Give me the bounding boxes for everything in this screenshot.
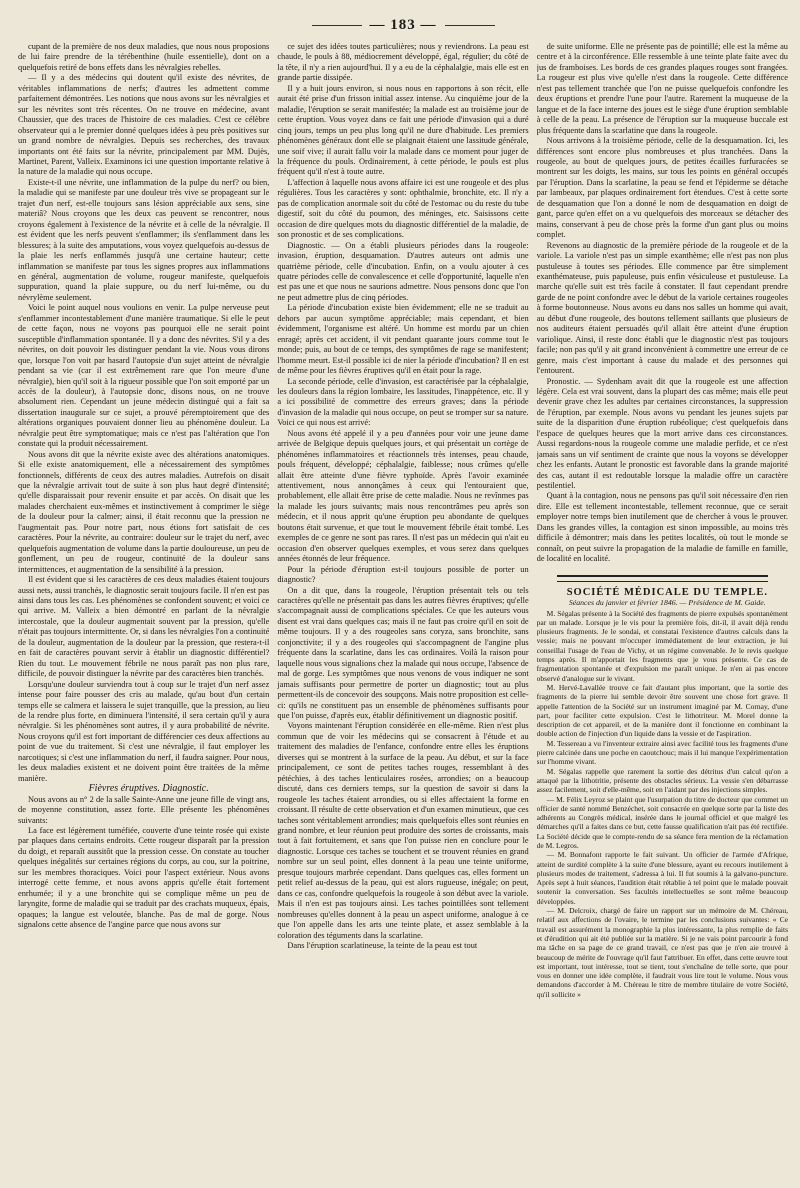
paragraph: — M. Delcroix, chargé de faire un rapport sur un mémoire de M. Chéreau, relatif aux affections de l'ovaire, le termine par les conclusions suivantes: « Ce travail est assurément la monographie la plus intéressante, la plus remplie de faits et d'érudition qui ait été publiée sur la matière. Si je ne vais point parcourir à fond ma tâche en sa page de ce grand travail, ce n'est pas que je n'en aie trouvé à beaucoup de mérite de l'ouvrage qu'il faut l'attribuer. En effet, dans cette œuvre tout est important, tout intéresse, tout se tient, tout s'enchaîne de telle sorte, que pour vous en donner une idée complète, il faudrait vous lire tout le volume. Nous vous demandons d'accorder à M. Chéreau le titre de membre titulaire de votre Société, qu'il sollicite »: [536, 906, 788, 999]
paragraph: Il est évident que si les caractères de ces deux maladies étaient toujours aussi nets, aussi tranchés, le diagnostic serait toujours facile. Il n'en est pas ainsi dans tous les cas. Les phénomènes se confondent souvent; et voici ce qui arrive. M. Valleix a bien démontré en parlant de la névralgie intercostale, que la douleur augmentait souvent par la pression, qu'elle n'était pas toujours intermittente. Or, si dans les névralgies l'on a continuité de la douleur, augmentation de la douleur par la pression, que restera-t-il en fait de caractères pouvant servir à établir un diagnostic différentiel? Rien du tout. Le mouvement fébrile ne nous paraît pas non plus rare, difficile, de pouvoir distinguer la névrite par des caractères bien tranchés.: [18, 575, 270, 679]
paragraph: M. Tessereau a vu l'inventeur extraire ainsi avec facilité tous les fragments d'une pierre calcinée dans une poche en caoutchouc; mais il lui manque l'expérimentation sur l'homme vivant.: [536, 738, 788, 767]
paragraph: Il y a huit jours environ, si nous nous en rapportons à son récit, elle aurait été prise d'un frisson initial assez intense. Au cinquième jour de la maladie, l'éruption se serait manifestée; la malade est au troisième jour de cette éruption. Vous voyez dans ce fait une période d'invasion qui a duré cinq jours, temps un peu plus long qu'il ne dure d'habitude. Les premiers phénomènes généraux dont elle se plaignait étaient une lassitude générale, une soif vive; il aurait fallu voir la malade dans ce moment pour juger de la fréquence du pouls. Ordinairement, à cette période, le pouls est plus fréquent qu'il n'est à toute autre.: [277, 83, 529, 177]
paragraph: Nous avons été appelé il y a peu d'années pour voir une jeune dame arrivée de Belgique depuis quelques jours, et qui présentait un cortège de phénomènes inflammatoires et réactionnels très intenses, peau chaude, pouls fréquent, développé; céphalalgie, faiblesse; nous crûmes qu'elle allait être atteinte d'une fièvre typhoïde. Après l'avoir examinée attentivement, nous annonçâmes à ceux qui l'entouraient que, probablement, elle allait être prise de cette maladie. Nous ne revînmes pas la malade les jours suivants; mais nous rencontrâmes peu après son médecin, et il nous apprit qu'une éruption peu abondante de quelques boutons était survenue, et que tout le mouvement fébrile était tombé. Les exemples de ce genre ne sont pas rares. Il n'est pas un médecin qui n'ait eu occasion d'en observer quelques exemples, et vous serez dans quelques années étonnés de leur fréquence.: [277, 428, 529, 564]
paragraph: — Il y a des médecins qui doutent qu'il existe des névrites, de véritables inflammations de nerfs; d'autres les admettent comme parfaitement démontrées. Les notions que nous avons sur les névralgies et sur les névrites sont très récentes. On ne trouve en médecine, avant Chaussier, que des traces de l'histoire de ces maladies. C'est ce célèbre observateur qui a le premier donné quelques idées à peu près positives sur un grand nombre de névralgies. Depuis ses recherches, des travaux importants ont été faits sur la névrite, principalement par MM. Dujès, Martinet, Parent, Valleix. Examinons ici une question importante relative à la nature de la maladie qui nous occupe.: [18, 73, 270, 177]
paragraph: — M. Félix Leyroz se plaint que l'usurpation du titre de docteur que commet un officier de santé nommé Benzéchet, soit consacrée en quelque sorte par la liste des adhérents au Congrès médical, insérée dans le journal officiel et que malgré les démarches qu'il a faites dans ce but, cette fausse qualification n'ait pas été rectifiée. La Société décide que le compte-rendu de sa séance fera mention de la réclamation de M. Legros.: [536, 794, 788, 850]
paragraph: M. Ségalas rappelle que rarement la sortie des détritus d'un calcul qu'on a attaqué par la lithotritie, présente des obstacles sérieux. La vessie s'en débarrasse assez facilement, soit d'elle-même, soit en l'aidant par des injections simples.: [536, 766, 788, 795]
section-divider: [557, 575, 768, 582]
paragraph: Pour la période d'éruption est-il toujours possible de porter un diagnostic?: [277, 564, 529, 585]
paragraph: Existe-t-il une névrite, une inflammation de la pulpe du nerf? ou bien, la maladie qui se manifeste par une douleur très vive se propageant sur le trajet d'un nerf, est-elle toujours sans lésion appréciable aux sens, sine materiâ? Nous croyons que les deux cas peuvent se rencontrer, nous croyons également à l'existence de la névrite et à celle de la névralgie. Il est évident que les nerfs peuvent s'enflammer; ils s'enflamment dans les blessures; à la suite des amputations, vous voyez quelquefois au-dessus de la plaie les nerfs enflammés jusqu'à une certaine hauteur; cette inflammation se manifeste par tous les signes propres aux inflammations en général, augmentation de volume, rougeur manifeste, quelquefois suppuration, quand la plaie suppure, ou du nerf lui-même, ou du névrylème seulement.: [18, 177, 270, 302]
header-rule-right: [445, 25, 495, 26]
paragraph: Voyons maintenant l'éruption considérée en elle-même. Rien n'est plus commun que de voir les médecins qui se consacrent à l'étude et au traitement des maladies de l'enfance, confondre entre elles les éruptions diverses qui se montrent à la surface de la peau. Au début, et sur la face principalement, ce sont de petites taches rouges, ressemblant à des pétéchies, à des taches lenticulaires rosées, arrondies; on a beaucoup discuté, dans ces derniers temps, sur la question de savoir si dans la rougeole les taches étaient arrondies, ou si elles affectaient la forme en croissant. Il résulte de cette observation et d'un examen minutieux, que ces taches sont véritablement arrondies; mais quelquefois elles sont réunies en grand nombre, et leur réunion peut produire des sortes de croissants, mais tout à fait fortuitement, et sans que l'on puisse rien en conclure pour le diagnostic. Lorsque ces taches se touchent et se trouvent réunies en grand nombre sur un seul point, elles donnent à la peau une teinte uniforme, presque toujours marbrée cependant. Dans quelques cas, elles forment un petit relief au-dessus de la peau, qui est alors rugueuse, inégale; on peut, dans ce cas, confondre quelquefois la rougeole à son début avec la variole. Mais il n'en est pas toujours ainsi. Les taches pointillées sont tellement nombreuses qu'elles donnent à la peau un aspect uniforme, analogue à ce que l'on appelle dans les arts une teinte plate, et assez semblable à la coloration des téguments dans la scarlatine.: [277, 721, 529, 940]
column-middle: [277, 42, 528, 1180]
society-session-info: Séances du janvier et février 1846. — Présidence de M. Gaide.: [568, 598, 766, 608]
section-heading: Fièvres éruptives. Diagnostic.: [88, 783, 209, 795]
paragraph: On a dit que, dans la rougeole, l'éruption présentait tels ou tels caractères qu'elle ne présentait pas dans les autres fièvres éruptives; qu'elle s'accompagnait aussi de complications spéciales. Ce que les auteurs vous disent est vrai dans quelques cas; mais il ne faut pas croire qu'il en soit de même toujours. Il y a des rougeoles sans coryza, sans bronchite, sans conjonctivite; il y a des rougeoles qui s'accompagnent de l'angine plus fréquente dans la scarlatine, dans les cas ordinaires. Voilà la raison pour laquelle nous vous signalions chez la malade qui nous occupe, l'absence de mal de gorge. Les symptômes que nous venons de vous indiquer ne sont jamais suffisants pour permettre de porter un diagnostic; tout au plus permettent-ils de concevoir des soupçons. Mais notre proposition est celle-ci: qu'ils ne constituent pas un ensemble de phénomènes suffisants pour que l'on puisse, d'après eux, établir définitivement un diagnostic positif.: [277, 585, 529, 720]
page-number: — 183 —: [369, 16, 437, 33]
page-header: [18, 14, 788, 36]
paragraph: Diagnostic. — On a établi plusieurs périodes dans la rougeole: invasion, éruption, desquamation. D'autres auteurs ont admis une quatrième période, celle d'incubation. Enfin, on a voulu ajouter à ces quatre périodes celle de convalescence et celle d'opportunité, laquelle n'en est pas une et que nous ne saurions admettre. Nous pensons donc que l'on ne peut admettre plus de cinq périodes.: [277, 240, 529, 302]
text-columns: [18, 42, 788, 1180]
paragraph: Nous arrivons à la troisième période, celle de la desquamation. Ici, les différences sont encore plus nombreuses et plus tranchées. Dans la rougeole, au bout de quelques jours, de petites écailles furfuracées se montrent sur les doigts, les mains, sur tous les points en général occupés par l'éruption. Dans la scarlatine, la peau se fend et l'épiderme se détache par lambeaux, par plaques ordinairement fort étendues. C'est à cette sorte de desquamation que l'on a donné le nom de desquamation en doigt de gant, parce qu'en effet on a vu quelquefois des morceaux se détacher des mains, conservant à peu de chose près la forme d'un gant plus ou moins complet.: [536, 136, 788, 240]
paragraph: La face est légèrement tuméfiée, couverte d'une teinte rosée qui existe par plaques dans certains endroits. Cette rougeur disparaît par la pression du doigt, et reparaît aussitôt que la pression cesse. On constate au toucher quelques inégalités sur certaines régions du corps, au cou, sur la poitrine, sur les membres thoraciques. Voici pour l'aspect extérieur. Nous avons interrogé cette femme, et nous avons appris qu'elle était fortement enrhumée; il y a une bronchite qui se complique même un peu de laryngite, forme de maladie qui se traduit par des crachats muqueux, épais, opaques; la langue est veloutée, blanche. Pas de mal de gorge. Nous signalons cette absence de l'angine parce que nous avons sur: [18, 825, 270, 930]
paragraph: Nous avons au n° 2 de la salle Sainte-Anne une jeune fille de vingt ans, de moyenne constitution, assez forte. Elle présente les phénomènes suivants:: [18, 794, 270, 825]
paragraph: Quant à la contagion, nous ne pensons pas qu'il soit nécessaire d'en rien dire. Elle est tellement incontestable, tellement reconnue, que ce serait employer notre temps bien inutilement que de chercher à vous le prouver. Dans les grandes villes, la contagion est sinon impossible, au moins très difficile à démontrer; mais dans les petites localités, où tout le monde se connaît, on peut suivre la propagation de la maladie de famille en famille, de localité en localité.: [536, 491, 788, 564]
paragraph: Voici le point auquel nous voulions en venir. La pulpe nerveuse peut s'enflammer incontestablement d'une manière traumatique. Si elle le peut de cette façon, nous ne voyons pas pourquoi elle ne serait point susceptible d'inflammation spontanée. Il y a donc des névrites. S'il y a des névrites, on doit pouvoir les distinguer pendant la vie. Nous vous dirons que, lorsque l'on voit par hasard l'autopsie d'un sujet atteint de névralgie pendant sa vie (car il est extrêmement rare que l'on meure d'une névralgie), bien qu'il soit à la rigueur possible que l'on soit emporté par un accès de la douleur), à l'autopsie donc, disons nous, on ne trouve absolument rien. Cependant un jeune médecin distingué qui a fait sa dissertation inaugurale sur ce sujet, a prouvé péremptoirement que des altérations organiques pouvaient donner lieu au phénomène douleur. La névralgie peut être symptomatique; mais ce n'est pas l'altération que l'on constate qui la produit nécessairement.: [18, 303, 270, 449]
paragraph: Revenons au diagnostic de la première période de la rougeole et de la variole. La variole n'est pas un simple exanthème; elle n'est pas non plus pustuleuse à toutes ses périodes. Elle commence par être simplement exanthémateuse, puis papuleuse, puis enfin vésiculeuse et pustuleuse. La marche qu'elle suit est très facile à constater. Il faut cependant prendre garde de ne point confondre avec le début de la variole certaines rougeoles à forme boutonneuse. Nous avons eu dans nos salles un homme qui avait, au début d'une rougeole, des boutons tellement saillants que plusieurs de nos auditeurs étaient persuadés qu'il allait être atteint d'une éruption variolique. Ainsi, il reste donc établi que le diagnostic n'est pas toujours facile; non pas qu'il y ait grand inconvénient à commettre une erreur de ce genre, mais c'est important à cause du malade et des personnes qui l'entourent.: [536, 240, 788, 376]
paragraph: ce sujet des idées toutes particulières; nous y reviendrons. La peau est chaude, le pouls à 88, médiocrement développé, égal, régulier; du côté de la tête, il n'y a rien aujourd'hui. Il y a eu de la céphalalgie, mais elle est en grande partie dissipée.: [277, 42, 529, 83]
paragraph: Dans l'éruption scarlatineuse, la teinte de la peau est tout: [287, 940, 478, 950]
paragraph: Pronostic. — Sydenham avait dit que la rougeole est une affection légère. Cela est vrai souvent, dans la plupart des cas même; mais elle peut devenir grave chez les adultes par certaines circonstances, la suppression de l'éruption, par exemple. Nous avons vu pendant les jeunes sujets par suite de la disparition d'une éruption rubéolique; c'est quelquefois dans l'espace de quelques heures que la mort arrive dans ces circonstances. Aussi regardons-nous la rougeole comme une maladie perfide, et ce n'est jamais sans un vif sentiment de crainte que nous la voyons se développer chez les enfants. Autant le pronostic est favorable dans la grande majorité des cas, autant il est redoutable lorsque la maladie offre un caractère pestilentiel.: [536, 376, 788, 491]
paragraph: M. Hervé-Lavallée trouve ce fait d'autant plus important, que la sortie des fragments de la pierre lui semble devoir être souvent une chose fort grave. Il appelle l'attention de la Société sur un instrument imaginé par M. Cornay, d'une part, pour faciliter cette expulsion. C'est le lithotriteur. M. Morel donne la description de cet appareil, et de la manière dont il fonctionne en combinant la double action de l'injection d'un liquide dans la vessie et de l'aspiration.: [536, 682, 788, 739]
column-right: [537, 42, 788, 1180]
header-rule-left: [312, 25, 362, 26]
paragraph: Nous avons dit que la névrite existe avec des altérations anatomiques. Si elle existe anatomiquement, elle a nécessairement des symptômes fonctionnels, différents de ceux des autres maladies. Autrefois on disait que la névralgie arrivait tout de suite à son plus haut degré d'intensité; qu'elle disparaissait pour revenir ensuite et par accès. On disait que les malades cherchaient eux-mêmes et instinctivement à comprimer le siège de la douleur pour la calmer; ainsi, il était reconnu que la pression ne l'augmentait pas. Pour notre part, nous étions fort satisfait de ces caractères. Pour la névrite, au contraire: douleur sur le trajet du nerf, avec quelquefois augmentation de volume dans la partie douloureuse, un peu de gonflement, un peu de rougeur, continuité de la douleur sans intermittences, et augmentation de la sensibilité à la pression.: [18, 449, 270, 574]
column-left: [18, 42, 269, 1180]
paragraph: M. Ségalas présente à la Société des fragments de pierre expulsés spontanément par un malade. Lorsque je le vis pour la première fois, dit-il, il avait déjà rendu plusieurs fragments. Je le sondai, et constatai l'existence d'autres calculs dans la vessie; mais ne pouvant m'occuper immédiatement de leur extraction, je lui conseillai l'usage de l'eau de Vichy, et un régime convenable. Je le revis quelque temps après. Il m'apportait les fragments que je vous présente. Ce cas de fragmentation spontanée et d'expulsion me paraît unique. Je n'en ai pas encore observé d'analogue sur le vivant.: [536, 608, 788, 683]
society-title: SOCIÉTÉ MÉDICALE DU TEMPLE.: [566, 586, 768, 598]
paragraph: — M. Bonnafont rapporte le fait suivant. Un officier de l'armée d'Afrique, atteint de surdité complète à la suite d'une blessure, ayant eu recours inutilement à plusieurs modes de traitement, s'adressa à lui. Il fut soumis à la galvano-puncture. Après sept à huit séances, l'audition était rétablie à tel point que le malade pouvait soutenir la conversation. Ses facultés intellectuelles se sont même beaucoup développées.: [536, 850, 788, 906]
paragraph: L'affection à laquelle nous avons affaire ici est une rougeole et des plus régulières. Tous les caractères y sont: ophthalmie, bronchite, etc. Il n'y a pas de complication anormale soit du côté de l'estomac ou du reste du tube digestif, soit du côté du poumon, des méninges, etc. Saisissons cette occasion de dire quelques mots du diagnostic différentiel de la maladie, de son pronostic et de ses complications.: [277, 177, 529, 240]
paragraph: La période d'incubation existe bien évidemment; elle ne se traduit au dehors par aucun symptôme appréciable; mais cependant, et bien évidemment, l'organisme est altéré. Un homme est mordu par un chien enragé; après cet accident, il vit pendant quarante jours comme tout le monde; puis, au bout de ce temps, des symptômes de rage se manifestent; l'homme meurt. Est-il possible ici de nier la période d'incubation? Il en est de même pour les fièvres éruptives qu'il en était pour la rage.: [277, 303, 529, 376]
paragraph: cupant de la première de nos deux maladies, que nous nous proposions de lui faire prendre de la térébenthine (huile essentielle), dont on a quelquefois retiré de bons effets dans les névralgies rebelles.: [18, 42, 270, 72]
paragraph: de suite uniforme. Elle ne présente pas de pointillé; elle est la même au centre et à la circonférence. Elle ressemble à une teinte plate faite avec du jus de framboises. Les bords de ces grandes plaques rouges sont frangées. La rougeur est plus vive qu'elle n'est dans la rougeole. Cette différence n'est pas tellement tranchée que l'on ne puisse quelquefois confondre les deux éruptions et prendre l'une pour l'autre. Rarement la muqueuse de la langue et de la face interne des joues est le siège d'une éruption semblable à celle de la peau. La présence de l'éruption sur la muqueuse buccale est plus fréquente dans la scarlatine que dans la rougeole.: [536, 42, 788, 135]
paragraph: Lorsqu'une douleur surviendra tout à coup sur le trajet d'un nerf assez intense pour faire pousser des cris au malade, qu'au bout d'un certain temps elle se calmera et laissera le sujet tranquille, que la pression, au lieu de la rendre plus forte, en diminuera l'intensité, il sera certain qu'il y aura névralgie. Si les phénomènes sont autres, il y aura probabilité de névrite. Nous croyons qu'il est fort important de différencier ces deux affections au point de vue du traitement. Si c'est une névralgie, il faut employer les narcotiques; si c'est une inflammation du nerf, il faudra saigner. Pour nous, les deux maladies existent et ne doivent point être traitées de la même manière.: [18, 679, 270, 783]
paragraph: La seconde période, celle d'invasion, est caractérisée par la céphalalgie, les douleurs dans la région lombaire, les lassitudes, l'inappétence, etc. Il y a ici possibilité de commettre des erreurs graves; dans la période d'invasion de la maladie qui nous occupe, on peut se tromper sur sa nature. Voici ce qui nous est arrivé:: [277, 376, 529, 428]
